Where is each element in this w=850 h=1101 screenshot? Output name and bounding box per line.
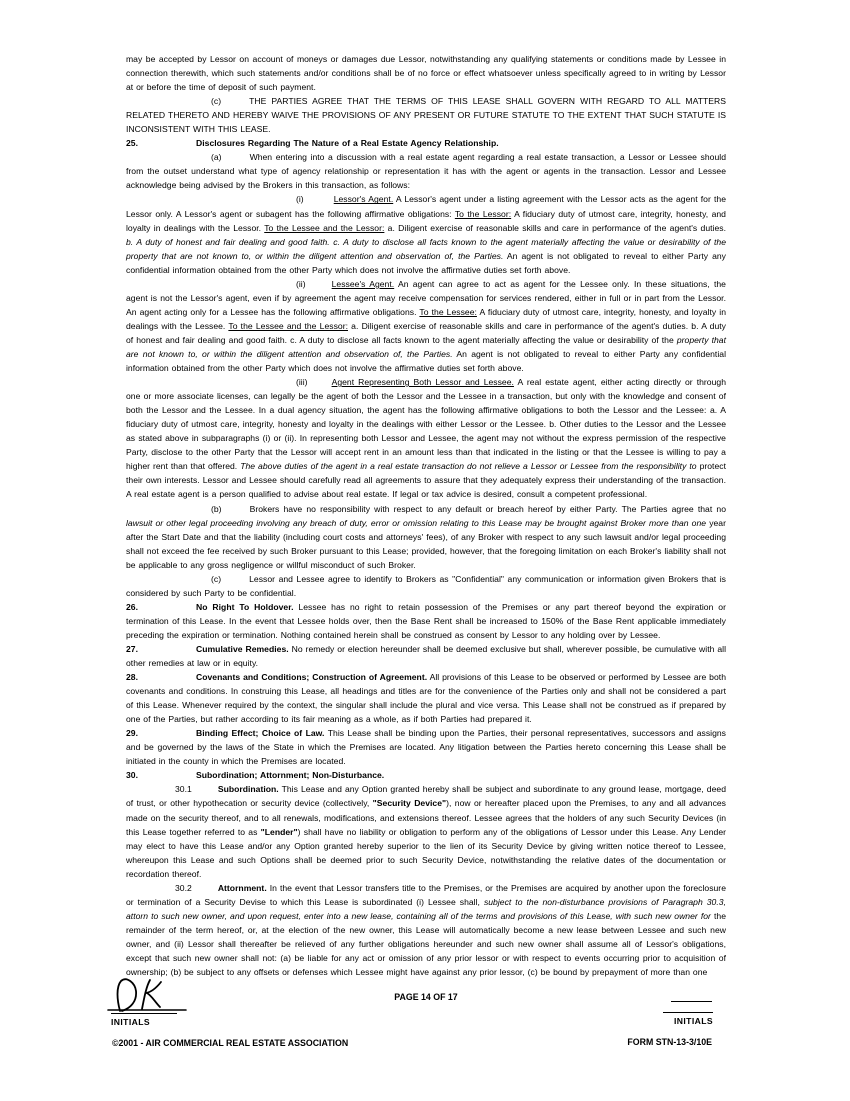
text-segment: Covenants and Conditions; Construction of Agreement. bbox=[196, 672, 428, 683]
label-gap bbox=[138, 679, 196, 680]
label-gap bbox=[221, 103, 249, 104]
form-number: FORM STN-13-3/10E bbox=[627, 1037, 712, 1047]
text-segment: In the event that Lessor transfers title to the Premises, or the Premises are acquired by another upon the foreclosure or termination of a Security Devise to which this Lease is subordinated (i) Lessee shall, bbox=[126, 882, 726, 907]
label-gap bbox=[304, 201, 334, 202]
text-segment: ) shall have no liability or obligation to perform any of the obligations of Lessor under this Lease. Any Lender may elect to have this Lease and/or any Option granted hereby superior to the lien of its Security Device by giving written notice thereof to Lessee, whereupon this Lease and such Options shall be deemed prior to such Security Device, notwithstanding the relative dates of the documentation or recordation thereof. bbox=[126, 826, 726, 879]
paragraph-label: (b) bbox=[211, 503, 222, 514]
text-segment: Agent Representing Both Lessor and Lessee. bbox=[331, 377, 514, 388]
text-segment: "Lender" bbox=[260, 826, 298, 837]
para-24-continuation bbox=[126, 52, 726, 94]
paragraph-label: 28. bbox=[126, 672, 139, 683]
paragraph-label: (c) bbox=[211, 573, 222, 584]
label-gap bbox=[308, 384, 332, 385]
text-segment: No Right To Holdover. bbox=[196, 601, 294, 612]
initials-label-right: INITIALS bbox=[673, 1016, 713, 1026]
initials-dash-right bbox=[671, 1001, 712, 1002]
paragraph-label: (a) bbox=[211, 152, 222, 163]
label-gap bbox=[138, 651, 196, 652]
label-gap bbox=[138, 777, 196, 778]
initials-label-left: INITIALS bbox=[111, 1017, 151, 1027]
text-segment: ), now or hereafter placed upon the Premises, to any and all advances made on the security thereof, and to all renewals, modifications, and extensions thereof. Lessee agrees that the holders of any such Security Devices (in this Lease together referred to as bbox=[126, 798, 726, 837]
paragraph-label: (i) bbox=[296, 194, 304, 205]
text-segment: Cumulative Remedies. bbox=[196, 643, 289, 654]
label-gap bbox=[192, 890, 218, 891]
paragraph-label: 30. bbox=[126, 770, 139, 781]
text-segment: An agent is not obligated to reveal to either Party any confidential information obtained from the other Party which does not involve the affirmative duties set forth above. bbox=[126, 250, 726, 275]
text-segment: A Lessor's agent under a listing agreement with the Lessor acts as the agent for the Lessor only. A Lessor's agent or subagent has the following affirmative obligations: bbox=[126, 194, 726, 219]
document-body bbox=[126, 52, 726, 979]
text-segment: "Security Device" bbox=[372, 798, 447, 809]
text-segment: THE PARTIES AGREE THAT THE TERMS OF THIS LEASE SHALL GOVERN WITH REGARD TO ALL MATTERS RELATED THERETO AND HEREBY WAIVE THE PROVISIONS OF ANY PRESENT OR FUTURE STATUTE TO THE EXTENT THAT SUCH STATUTE IS INCONSISTENT WITH THIS LEASE. bbox=[126, 96, 726, 135]
label-gap bbox=[222, 511, 250, 512]
para-30-1 bbox=[126, 782, 726, 880]
text-segment: When entering into a discussion with a real estate agent regarding a real estate transaction, a Lessor or Lessee should from the outset understand what type of agency relationship or representation it has with the agent or agents in the transaction. Lessor and Lessee acknowledge being advised by the Brokers in this transaction, as follows: bbox=[126, 152, 726, 191]
text-segment: Lessee's Agent. bbox=[331, 278, 395, 289]
text-segment: lawsuit or other legal proceeding involving any breach of duty, error or omission relating to this Lease may be brought against Broker more than one bbox=[126, 517, 707, 528]
para-24c bbox=[126, 94, 726, 136]
para-30-2 bbox=[126, 881, 726, 979]
label-gap bbox=[138, 145, 196, 146]
text-segment: To the Lessee and the Lessor: bbox=[264, 222, 385, 233]
paragraph-label: 30.2 bbox=[175, 882, 192, 893]
text-segment: To the Lessee and the Lessor: bbox=[228, 320, 348, 331]
text-segment: The above duties of the agent in a real estate transaction do not relieve a Lessor or Lessee from the responsibility to bbox=[240, 461, 697, 472]
label-gap bbox=[222, 159, 250, 160]
text-segment: Lessor and Lessee agree to identify to Brokers as "Confidential" any communication or information given Brokers that is considered by such Party to be confidential. bbox=[126, 573, 726, 598]
text-segment: All provisions of this Lease to be observed or performed by Lessee are both covenants and conditions. In construing this Lease, all headings and titles are for the convenience of the Parties only and shall not be considered a part of this Lease. Whenever required by the context, the singular shall include the plural and vice versa. This Lease shall not be construed as if prepared by one of the Parties, but rather according to its fair meaning as a whole, as if both Parties had prepared it. bbox=[126, 672, 726, 725]
text-segment: This Lease and any Option granted hereby shall be subject and subordinate to any ground lease, mortgage, deed of trust, or other hypothecation or security device (collectively, bbox=[126, 784, 726, 809]
text-segment: An agent is not obligated to reveal to either Party any confidential information obtained from the other Party which does not involve the affirmative duties set forth above. bbox=[126, 348, 727, 374]
paragraph-label: (iii) bbox=[296, 377, 308, 388]
text-segment: To the Lessee: bbox=[419, 306, 477, 317]
paragraph-label: (c) bbox=[211, 96, 222, 107]
para-25a bbox=[126, 150, 726, 192]
text-segment: a. Diligent exercise of reasonable skills and care in performance of the agent's duties. bbox=[384, 222, 727, 233]
text-segment: a. Diligent exercise of reasonable skills and care in performance of the agent's duties. b. A duty of honest and fair dealing and good faith. c. A duty to disclose all facts known to the agent materially affecting the value or desirability of the bbox=[126, 320, 727, 345]
sec-29 bbox=[126, 726, 726, 768]
text-segment: To the Lessor: bbox=[454, 208, 512, 219]
paragraph-label: 26. bbox=[126, 601, 139, 612]
text-segment: Lessor's Agent. bbox=[333, 194, 394, 205]
page-number: PAGE 14 OF 17 bbox=[394, 992, 458, 1002]
sec-27 bbox=[126, 642, 726, 670]
initials-line-right bbox=[663, 1012, 713, 1013]
text-segment: An agent can agree to act as agent for the Lessee only. In these situations, the agent is not the Lessor's agent, even if by agreement the agent may receive compensation for services rendered, either in full or in part from the Lessor. An agent acting only for a Lessee has the following affirmative obligations. bbox=[126, 278, 726, 317]
paragraph-label: 27. bbox=[126, 643, 139, 654]
text-segment: This Lease shall be binding upon the Parties, their personal representatives, successors and assigns and be governed by the laws of the State in which the Premises are located. Any litigation between the Parties hereto concerning this Lease shall be initiated in the county in which the Premises are located. bbox=[126, 728, 726, 767]
label-gap bbox=[138, 735, 196, 736]
text-segment: Disclosures Regarding The Nature of a Real Estate Agency Relationship. bbox=[196, 138, 499, 149]
text-segment: protect their own interests. Lessor and Lessee should carefully read all agreements to assure that they adequately express their understanding of the transaction. A real estate agent is a person qualified to advise about real estate. If legal or tax advice is desired, consult a competent professional. bbox=[126, 461, 726, 500]
text-segment: Subordination. bbox=[217, 784, 279, 795]
text-segment: Lessee has no right to retain possession of the Premises or any part thereof beyond the expiration or termination of this Lease. In the event that Lessee holds over, then the Base Rent shall be increased to 150% of the Base Rent applicable immediately preceding the expiration or termination. Nothing contained herein shall be construed as consent by Lessor to any holding over by Lessee. bbox=[126, 601, 726, 640]
text-segment: Binding Effect; Choice of Law. bbox=[196, 728, 325, 739]
sec-26 bbox=[126, 600, 726, 642]
paragraph-label: (ii) bbox=[296, 278, 306, 289]
text-segment: Brokers have no responsibility with respect to any default or breach hereof by either Party. The Parties agree that no bbox=[249, 503, 726, 514]
label-gap bbox=[138, 609, 196, 610]
label-gap bbox=[192, 791, 218, 792]
text-segment: Attornment. bbox=[217, 882, 267, 893]
text-segment: A real estate agent, either acting directly or through one or more associate licenses, can legally be the agent of both the Lessor and the Lessee in a transaction, but only with the knowledge and consent of both the Lessor and the Lessee. In a dual agency situation, the agent has the following affirmative obligations to both the Lessor and the Lessee: a. A fiduciary duty of utmost care, integrity, honesty and loyalty in the dealings with either Lessor or the Lessee. b. Other duties to the Lessor and the Lessee as stated above in subparagraphs (i) or (ii). In representing both Lessor and Lessee, the agent may not without the express permission of the respective Party, disclose to the other Party that the Lessor will accept rent in an amount less than that indicated in the listing or that the Lessee is willing to pay a higher rent than that offered. bbox=[126, 377, 726, 472]
text-segment: No remedy or election hereunder shall be deemed exclusive but shall, wherever possible, be cumulative with all other remedies at law or in equity. bbox=[126, 643, 726, 669]
sec-30 bbox=[126, 768, 726, 782]
label-gap bbox=[221, 581, 249, 582]
para-25b bbox=[126, 502, 726, 572]
para-25a-iii bbox=[126, 375, 726, 501]
initials-line-left bbox=[111, 1013, 177, 1014]
text-segment: A fiduciary duty of utmost care, integrity, honesty, and loyalty in dealings with the Lessee. bbox=[126, 306, 727, 331]
text-segment: the remainder of the term hereof, or, at the election of the new owner, this Lease will automatically become a new lease between Lessee and such new owner, and (ii) Lessor shall thereafter be relieved of any further obligations hereunder and such new owner shall assume all of Lessor's obligations, except that such new owner shall not: (a) be liable for any act or omission of any prior lessor or with respect to events occurring prior to acquisition of ownership; (b) be subject to any offsets or defenses which Lessee might have against any prior lessor, (c) be bound by prepayment of more than one bbox=[126, 910, 726, 978]
text-segment: subject to the non-disturbance provisions of Paragraph 30.3, attorn to such new owner, and upon request, enter into a new lease, containing all of the terms and provisions of this Lease, with such new owner for bbox=[126, 896, 726, 921]
paragraph-label: 25. bbox=[126, 138, 139, 149]
sec-28 bbox=[126, 670, 726, 726]
text-segment: b. A duty of honest and fair dealing and good faith. c. A duty to disclose all facts known to the agent materially affecting the value or desirability of the property that are not known to, or within the diligent attention and observation of, the Parties. bbox=[126, 236, 726, 261]
paragraph-label: 30.1 bbox=[175, 784, 192, 795]
para-25a-ii bbox=[126, 277, 726, 375]
para-25a-i bbox=[126, 192, 726, 276]
sec-25 bbox=[126, 136, 726, 150]
paragraph-label: 29. bbox=[126, 728, 139, 739]
text-segment: property that are not known to, or within the diligent attention and observation of, the Parties. bbox=[126, 334, 726, 359]
text-segment: may be accepted by Lessor on account of moneys or damages due Lessor, notwithstanding any qualifying statements or conditions made by Lessee in connection therewith, which such statements and/or conditions shall be of no force or effect whatsoever unless specifically agreed to in writing by Lessor at or before the time of deposit of such payment. bbox=[126, 54, 726, 93]
text-segment: A fiduciary duty of utmost care, integrity, honesty, and loyalty in dealings with the Lessor. bbox=[126, 208, 726, 233]
copyright-notice: ©2001 - AIR COMMERCIAL REAL ESTATE ASSOCIATION bbox=[112, 1038, 349, 1048]
para-25c bbox=[126, 572, 726, 600]
label-gap bbox=[306, 286, 332, 287]
text-segment: Subordination; Attornment; Non-Disturbance. bbox=[196, 770, 385, 781]
text-segment: year after the Start Date and that the liability (including court costs and attorneys' fees), of any Broker with respect to any such lawsuit and/or legal proceeding shall not exceed the fee received by such Broker pursuant to this Lease; provided, however, that the foregoing limitation on each Broker's liability shall not be applicable to any gross negligence or willful misconduct of such Broker. bbox=[126, 517, 726, 570]
